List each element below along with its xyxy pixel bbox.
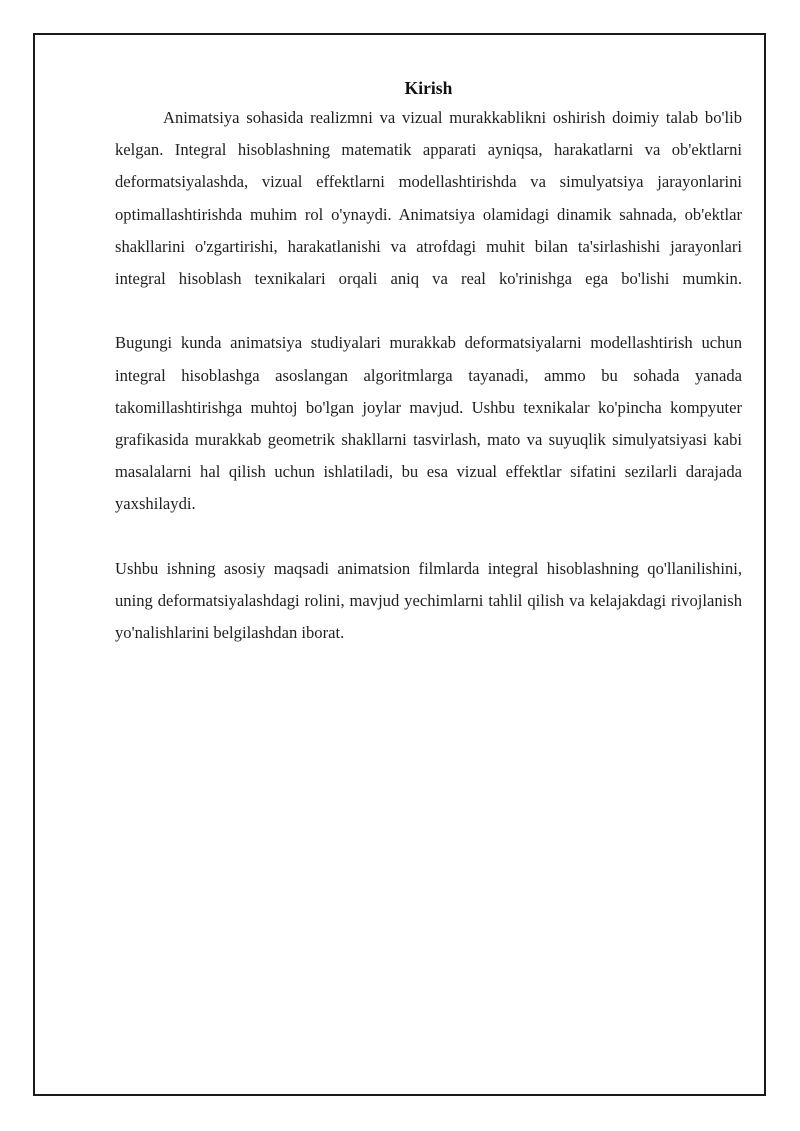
paragraph-goal: Ushbu ishning asosiy maqsadi animatsion filmlarda integral hisoblashning qo'llanilishini, uning deformatsiyalashdagi rolini, mavjud yechimlarni tahlil qilish va kelajakdagi rivojlanish yo'nalishlarini belgilashdan iborat. xyxy=(115,558,742,643)
paragraph-studios: Bugungi kunda animatsiya studiyalari murakkab deformatsiyalarni modellashtirish uchun integral hisoblashga asoslangan algoritmlarga tayanadi, ammo bu sohada yanada takomillashtirishga muhtoj bo'lgan joylar mavjud. Ushbu texnikalar ko'pincha kompyuter grafikasida murakkab geometrik shakllarni tasvirlash, mato va suyuqlik simulyatsiyasi kabi masalalarni hal qilish uchun ishlatiladi, bu esa vizual effektlar sifatini sezilarli darajada yaxshilaydi. xyxy=(115,333,742,514)
document-body xyxy=(115,74,742,649)
document-title: Kirish xyxy=(404,78,453,98)
paragraph-gap xyxy=(115,295,742,327)
paragraph-gap xyxy=(115,521,742,553)
paragraph-intro: Animatsiya sohasida realizmni va vizual murakkablikni oshirish doimiy talab bo'lib kelgan. Integral hisoblashning matematik apparati ayniqsa, harakatlarni va ob'ektlarni deformatsiyalashda, vizual effektlarni modellashtirishda va simulyatsiya jarayonlarini optimallashtirishda muhim rol o'ynaydi. Animatsiya olamidagi dinamik sahnada, ob'ektlar shakllarini o'zgartirishi, harakatlanishi va atrofdagi muhit bilan ta'sirlashishi jarayonlari integral hisoblash texnikalari orqali aniq va real ko'rinishga ega bo'lishi mumkin. xyxy=(115,108,742,289)
